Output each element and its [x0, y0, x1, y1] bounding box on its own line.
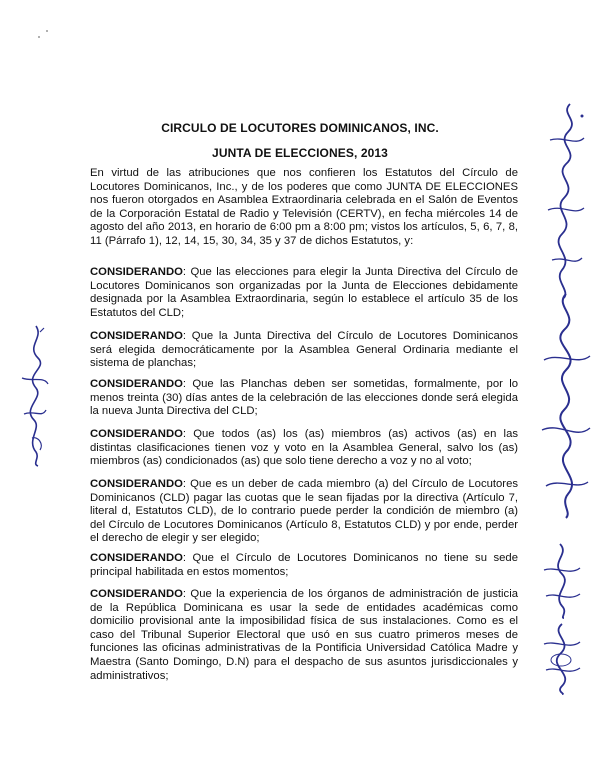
considerando-text: : Que la experiencia de los órganos de administración de justicia de la República Dominicana es usar la sede de entidades académicas como domicilio provisional ante la imposibilidad física de sus instalaciones. Como es el caso del Tribunal Superior Electoral que usó en sus cuatro primeros meses de funciones las oficinas administrativas de la Pontificia Universidad Católica Madre y Maestra (Santo Domingo, D.N) para el despacho de sus asuntos jurisdiccionales y administrativos;: [90, 588, 518, 682]
document-subheading: JUNTA DE ELECCIONES, 2013: [212, 146, 388, 160]
considerando-text: : Que es un deber de cada miembro (a) del Círculo de Locutores Dominicanos (CLD) pagar las cuotas que le sean fijadas por la directiva (Artículo 7, literal d, Estatutos CLD), de lo contrario puede perder la condición de miembro (a) del Círculo de Locutores Dominicanos (Artículo 8, Estatutos CLD) y por ende, perder el derecho de elegir y ser elegido;: [90, 478, 518, 545]
considerando-label: CONSIDERANDO: [90, 378, 183, 390]
considerando-label: CONSIDERANDO: [90, 330, 183, 342]
considerando-text: : Que las Planchas deben ser sometidas, formalmente, por lo menos treinta (30) días antes de la celebración de las elecciones donde será elegida la nueva Junta Directiva del CLD;: [90, 378, 518, 418]
right-margin-signature-bottom: [538, 620, 584, 696]
considerando-label: CONSIDERANDO: [90, 428, 183, 440]
considerando-paragraph: [90, 378, 518, 419]
considerando-paragraph: [90, 428, 518, 469]
considerando-text: : Que todos (as) los (as) miembros (as) activos (as) en las distintas clasificaciones tienen voz y voto en la Asamblea General, salvo los (as) miembros (as) condicionados (as) que solo tiene derecho a voz y no al voto;: [90, 428, 518, 468]
considerando-label: CONSIDERANDO: [90, 478, 183, 490]
considerando-paragraph: [90, 330, 518, 371]
considerando-text: : Que el Círculo de Locutores Dominicanos no tiene su sede principal habilitada en estos momentos;: [90, 552, 518, 578]
left-margin-signature: [14, 318, 54, 468]
right-margin-signature-middle: [538, 290, 594, 520]
considerando-text: : Que las elecciones para elegir la Junta Directiva del Círculo de Locutores Dominicanos son organizadas por la Junta de Elecciones debidamente designada por la Asamblea Extraordinaria, según lo establece el artículo 35 de los Estatutos del CLD;: [90, 266, 518, 319]
right-margin-signature-top: [540, 100, 590, 300]
considerando-label: CONSIDERANDO: [90, 588, 183, 600]
scan-speck: [46, 30, 48, 32]
considerando-paragraph: [90, 588, 518, 683]
intro-paragraph: En virtud de las atribuciones que nos confieren los Estatutos del Círculo de Locutores Dominicanos, Inc., y de los poderes que como JUNTA DE ELECCIONES nos fueron otorgados en Asamblea Extraordinaria celebrada en el Salón de Eventos de la Corporación Estatal de Radio y Televisión (CERTV), en fecha miércoles 14 de agosto del año 2013, en horario de 6:00 pm a 8:00 pm; vistos los artículos, 5, 6, 7, 8, 11 (Párrafo 1), 12, 14, 15, 30, 34, 35 y 37 de dichos Estatutos, y:: [90, 167, 518, 247]
considerando-label: CONSIDERANDO: [90, 266, 183, 278]
right-margin-signature-lower: [540, 540, 584, 620]
scan-speck: [38, 36, 40, 38]
considerando-paragraph: [90, 478, 518, 546]
considerando-label: CONSIDERANDO: [90, 552, 183, 564]
considerando-text: : Que la Junta Directiva del Círculo de Locutores Dominicanos será elegida democráticamente por la Asamblea General Ordinaria mediante el sistema de planchas;: [90, 330, 518, 370]
considerando-paragraph: [90, 266, 518, 320]
considerando-paragraph: [90, 552, 518, 579]
document-heading: CIRCULO DE LOCUTORES DOMINICANOS, INC.: [161, 121, 439, 135]
